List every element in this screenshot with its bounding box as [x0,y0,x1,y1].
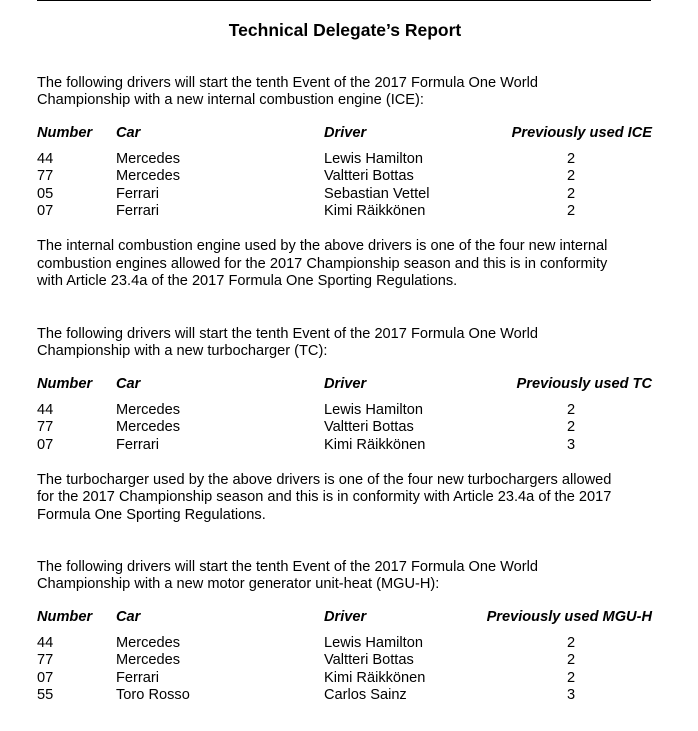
row-driver: Lewis Hamilton [324,634,423,651]
ice-intro-line-2: Championship with a new internal combustion engine (ICE): [37,92,424,109]
row-driver: Valtteri Bottas [324,168,414,185]
column-header-car: Car [116,608,141,625]
ice-note-line-1: The internal combustion engine used by the above drivers is one of the four new internal [37,238,608,255]
row-driver: Sebastian Vettel [324,185,430,202]
row-previously-used: 2 [567,652,576,669]
row-car: Ferrari [116,202,159,219]
column-header-previously-used-ice: Previously used ICE [511,124,652,141]
tc-table-header [37,376,652,396]
row-car: Toro Rosso [116,686,190,703]
row-car: Ferrari [116,669,159,686]
row-previously-used: 3 [567,436,576,453]
mgu-h-table-header [37,609,652,629]
column-header-car: Car [116,375,141,392]
table-row [37,437,652,454]
row-number: 44 [37,150,54,167]
row-number: 44 [37,634,54,651]
row-number: 05 [37,185,54,202]
row-car: Mercedes [116,634,181,651]
ice-intro-line-1: The following drivers will start the tenth Event of the 2017 Formula One World [37,75,539,91]
row-driver: Lewis Hamilton [324,150,423,167]
column-header-car: Car [116,124,141,141]
row-driver: Lewis Hamilton [324,401,423,418]
ice-section [37,75,652,291]
row-number: 07 [37,669,54,686]
row-car: Ferrari [116,185,159,202]
table-row [37,186,652,203]
row-driver: Kimi Räikkönen [324,436,426,453]
row-driver: Kimi Räikkönen [324,202,426,219]
row-number: 77 [37,652,54,669]
mgu-h-intro-line-1: The following drivers will start the tenth Event of the 2017 Formula One World [37,559,539,575]
row-car: Mercedes [116,652,181,669]
table-row [37,203,652,220]
row-previously-used: 2 [567,150,576,167]
table-row [37,652,652,669]
row-previously-used: 2 [567,185,576,202]
tc-section [37,326,652,524]
row-previously-used: 2 [567,419,576,436]
row-previously-used: 2 [567,634,576,651]
column-header-driver: Driver [324,124,367,141]
mgu-h-section [37,559,652,704]
column-header-previously-used-mgu-h: Previously used MGU-H [486,608,652,625]
row-previously-used: 3 [567,686,576,703]
row-car: Ferrari [116,436,159,453]
row-driver: Kimi Räikkönen [324,669,426,686]
column-header-number: Number [37,608,93,625]
row-driver: Carlos Sainz [324,686,407,703]
row-number: 55 [37,686,54,703]
column-header-driver: Driver [324,375,367,392]
table-row [37,419,652,436]
row-previously-used: 2 [567,168,576,185]
table-row [37,670,652,687]
table-row [37,402,652,419]
ice-table-header [37,125,652,145]
column-header-number: Number [37,124,93,141]
column-header-previously-used-tc: Previously used TC [516,375,652,392]
mgu-h-intro-line-2: Championship with a new motor generator unit-heat (MGU-H): [37,576,440,593]
row-previously-used: 2 [567,202,576,219]
tc-note-line-3: Formula One Sporting Regulations. [37,506,266,523]
table-row [37,687,652,704]
table-row [37,168,652,185]
row-number: 07 [37,202,54,219]
row-number: 44 [37,401,54,418]
tc-note-line-2: for the 2017 Championship season and this is in conformity with Article 23.4a of the 2017 [37,489,612,506]
column-header-driver: Driver [324,608,367,625]
row-car: Mercedes [116,401,181,418]
table-row [37,151,652,168]
tc-intro-line-1: The following drivers will start the tenth Event of the 2017 Formula One World [37,326,539,342]
tc-note-line-1: The turbocharger used by the above drivers is one of the four new turbochargers allowed [37,471,612,488]
row-car: Mercedes [116,150,181,167]
header-rule [37,0,651,1]
row-number: 77 [37,419,54,436]
row-previously-used: 2 [567,401,576,418]
column-header-number: Number [37,375,93,392]
ice-note-line-2: combustion engines allowed for the 2017 Championship season and this is in conformity [37,255,608,272]
ice-note-line-3: with Article 23.4a of the 2017 Formula One Sporting Regulations. [37,273,458,290]
row-driver: Valtteri Bottas [324,652,414,669]
row-car: Mercedes [116,168,181,185]
report-title: Technical Delegate’s Report [228,20,462,40]
row-number: 77 [37,168,54,185]
row-number: 07 [37,436,54,453]
tc-intro-line-2: Championship with a new turbocharger (TC): [37,343,328,360]
row-driver: Valtteri Bottas [324,419,414,436]
table-row [37,635,652,652]
row-previously-used: 2 [567,669,576,686]
row-car: Mercedes [116,419,181,436]
